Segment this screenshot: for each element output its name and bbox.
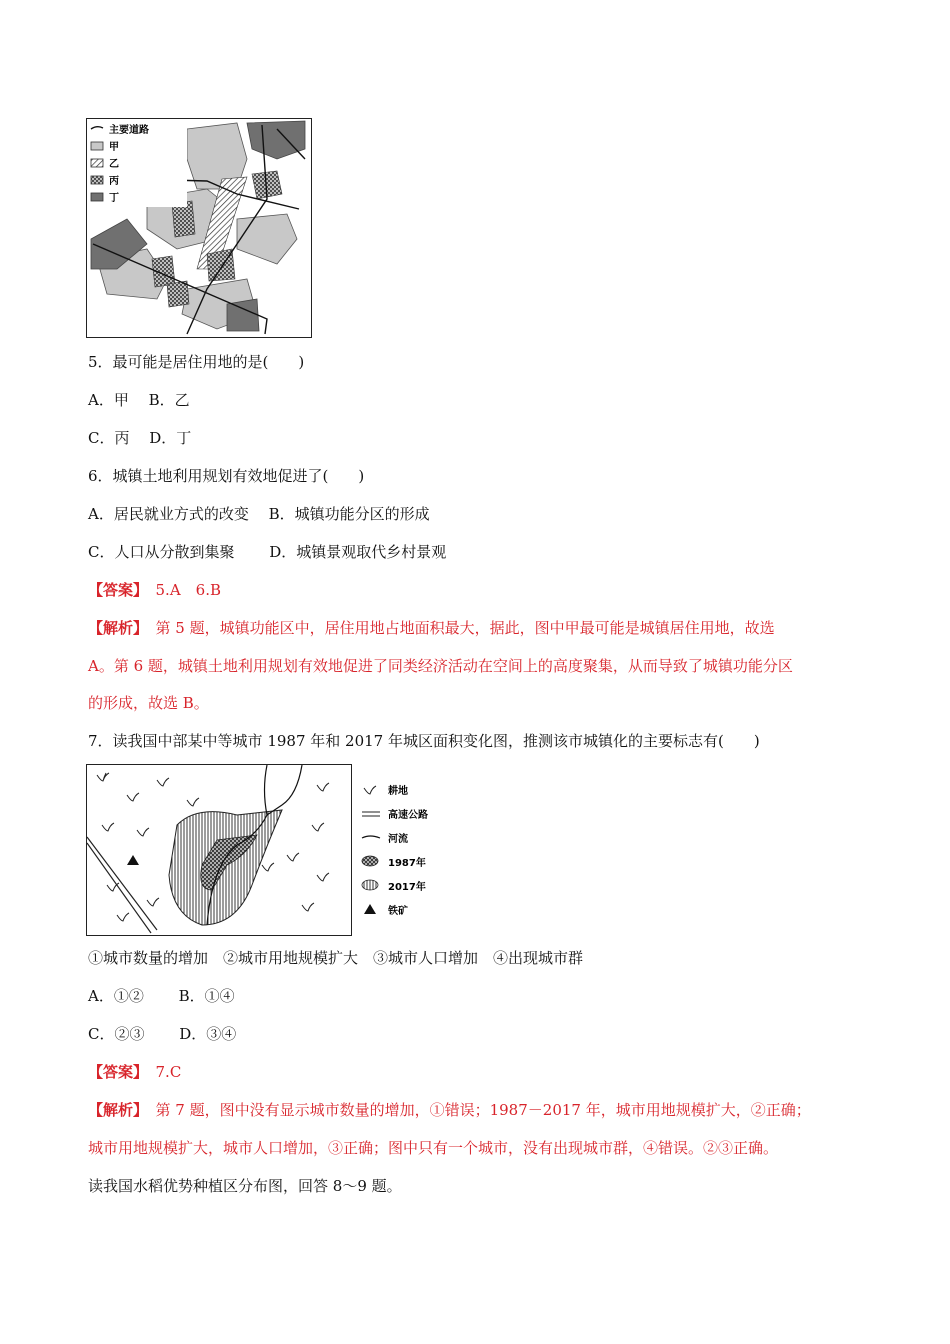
iron-mine-symbol (127, 855, 139, 865)
highway (87, 843, 151, 933)
legend-label: 主要道路 (109, 125, 149, 136)
q7-statements: ①城市数量的增加 ②城市用地规模扩大 ③城市人口增加 ④出现城市群 (88, 949, 584, 967)
explanation-5-6-line2: A。第 6 题，城镇土地利用规划有效地促进了同类经济活动在空间上的高度聚集，从而导致了城镇功能分区 (88, 657, 793, 675)
urban-map-legend (360, 780, 470, 930)
explanation-tag: 【解析】 (88, 1101, 141, 1119)
answer-5-6 (88, 580, 221, 600)
q5-stem: 5．最可能是居住用地的是( ) (88, 353, 305, 371)
legend-label: 丙 (109, 176, 119, 187)
answer-7 (88, 1062, 181, 1082)
highway (87, 837, 157, 930)
answer-text: 5.A 6.B (140, 581, 221, 599)
q7-options-cd: C．②③ D．③④ (88, 1025, 237, 1043)
legend-label: 高速公路 (388, 810, 428, 821)
urban-expansion-map (86, 764, 352, 936)
legend-label: 铁矿 (388, 906, 408, 917)
bing-area (167, 281, 189, 307)
explanation-7-line1 (88, 1100, 811, 1120)
q6-options-cd: C．人口从分散到集聚 D．城镇景观取代乡村景观 (88, 543, 447, 561)
intro-8-9: 读我国水稻优势种植区分布图，回答 8～9 题。 (88, 1177, 402, 1195)
legend-label: 乙 (109, 159, 119, 170)
q7-stem: 7．读我国中部某中等城市 1987 年和 2017 年城区面积变化图，推测该市城镇化的主要标志有( ) (88, 732, 760, 750)
q5-options-ab: A．甲 B．乙 (88, 391, 190, 409)
explanation-5-6-line3: 的形成，故选 B。 (88, 694, 209, 712)
explanation-tag: 【解析】 (88, 619, 141, 637)
urban-map-legend-svg (360, 780, 470, 930)
legend-label: 耕地 (388, 786, 408, 797)
legend-label: 2017年 (388, 882, 426, 893)
river (267, 765, 302, 815)
explanation-text: 第 7 题，图中没有显示城市数量的增加，①错误；1987－2017 年，城市用地规模扩大，②正确； (140, 1101, 811, 1119)
q6-stem: 6．城镇土地利用规划有效地促进了( ) (88, 467, 365, 485)
explanation-text: 第 5 题，城镇功能区中，居住用地占地面积最大，据此，图中甲最可能是城镇居住用地，故选 (140, 619, 775, 637)
q7-options-ab: A．①② B．①④ (88, 987, 235, 1005)
jia-area (237, 214, 297, 264)
land-use-map (86, 118, 312, 338)
q5-options-cd: C．丙 D．丁 (88, 429, 192, 447)
explanation-5-6-line1 (88, 618, 775, 638)
answer-text: 7.C (140, 1063, 182, 1081)
land-use-map-svg (87, 119, 311, 337)
legend-label: 丁 (109, 193, 119, 204)
q6-options-ab: A．居民就业方式的改变 B．城镇功能分区的形成 (88, 505, 430, 523)
answer-tag: 【答案】 (88, 581, 141, 599)
urban-expansion-map-svg (87, 765, 351, 935)
legend-label: 河流 (388, 834, 408, 845)
legend-label: 1987年 (388, 858, 426, 869)
ding-area (247, 121, 305, 159)
legend-label: 甲 (109, 142, 119, 153)
explanation-7-line2: 城市用地规模扩大，城市人口增加，③正确；图中只有一个城市，没有出现城市群，④错误。②③正确。 (88, 1139, 779, 1157)
answer-tag: 【答案】 (88, 1063, 141, 1081)
